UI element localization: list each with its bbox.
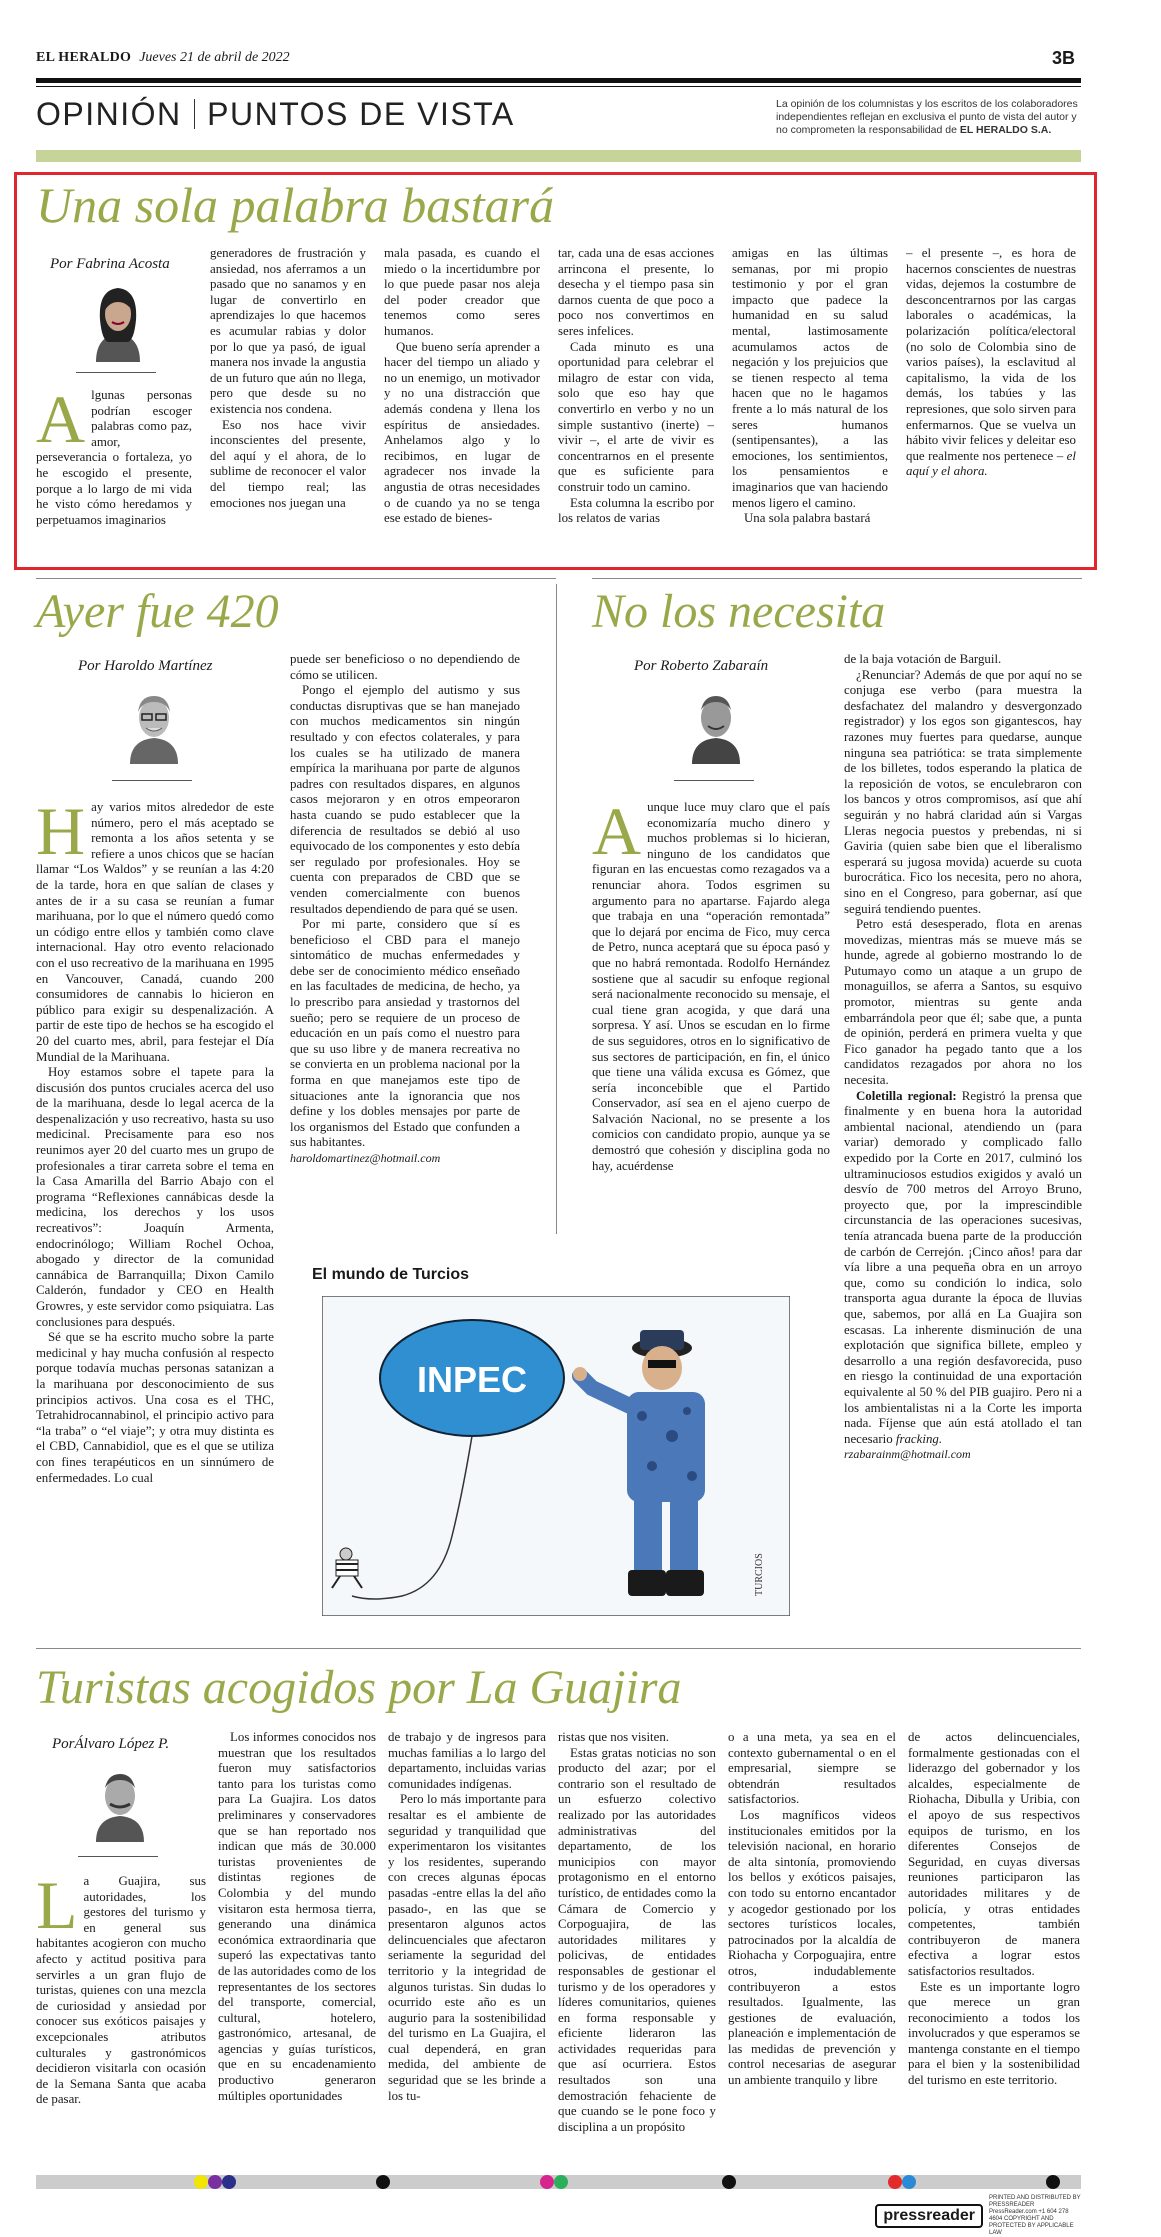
article2-dropcap: H xyxy=(36,800,86,869)
article2-byline: Por Haroldo Martínez xyxy=(78,658,213,674)
paragraph: unque luce muy claro que el país economizaría mucho dinero y muchos problemas si lo hicieran, ninguno de los candidatos que figuran en las encuestas como rezagados va a renunciar ahora. Todos esgrimen su argumento para no apartarse. Fajardo alega que trabaja en una “operación remontada” que lo dejará por encima de Fico, muy cerca de Petro, nunca aceptará que su época pasó y que no habrá remontada. Rodolfo Hernández sostiene que al sacudir su enfoque regional será nacionalmente reconocido su mensaje, el cual tiene gran acogida, y que dará una sorpresa. Y así. Unos se escudan en lo firme de sus seguidores, otros en lo significativo de sus sectores de participación, en fin, el único que tiene una válida excusa es Gómez, que sería inconcebible que el Partido Conservador, así sea en el ajeno cuerpo de Salvación Nacional, no se presente a los comicios con candidato propio, aunque ya se demostró que cohesión y disciplina goda no hay, acuérdense xyxy=(592,800,830,1173)
byline-divider xyxy=(112,780,192,781)
article1-column-3 xyxy=(384,246,540,560)
section-opinion: OPINIÓN xyxy=(36,96,182,132)
fracking-italic: fracking. xyxy=(895,1431,943,1446)
registration-dot xyxy=(554,2175,568,2189)
section-green-bar xyxy=(36,150,1081,162)
column-rule xyxy=(556,584,557,1234)
paragraph: Una sola palabra bastará xyxy=(744,511,871,526)
paragraph: – el presente –, es hora de hacernos conscientes de nuestras vidas, dejemos la costumbre de desconcentrarnos por las cargas laborales o académicas, la polarización política/electoral (no solo de Colombia sino de varios países), la esclavitud al capitalismo, la vida de los demás, los tabúes y las represiones, que solo sirven para enfermarnos. Que se vuelva un hábito vivir felices y deleitar eso que realmente nos pertenece xyxy=(906,246,1076,463)
paragraph: ristas que nos visiten. xyxy=(558,1730,669,1744)
pressreader-brand: pressreader xyxy=(875,2204,983,2228)
article4-dropcap: L xyxy=(36,1874,78,1943)
paragraph: Cada minuto es una oportunidad para celebrar el milagro de estar con vida, solo que eso hay que convertirlo en verbo y no un simple sustantivo (inerte) – vivir –, el arte de vivir es concentrarnos en el presente que es suficiente para construir todo un camino. xyxy=(558,339,714,494)
paragraph: de trabajo y de ingresos para muchas familias a lo largo del departamento, incluidas varias comunidades indígenas. xyxy=(388,1730,546,1791)
article1-column-2 xyxy=(210,246,366,560)
author-portrait-roberto xyxy=(684,682,748,764)
paragraph: tar, cada una de esas acciones arrincona el presente, lo desecha y el tiempo pasa sin darnos cuenta de que poco a poco nos convertimos en seres infelices. xyxy=(558,246,714,338)
article4-column-2 xyxy=(218,1730,376,2164)
article1-column-1 xyxy=(36,388,192,558)
registration-dot xyxy=(208,2175,222,2189)
page-number: 3B xyxy=(1051,48,1075,68)
article3-byline: Por Roberto Zabaraín xyxy=(634,658,769,674)
article4-column-5 xyxy=(728,1730,896,2164)
paragraph: de la baja votación de Barguil. xyxy=(844,652,1002,666)
paragraph: Estas gratas noticias no son producto del azar; por el contrario son el resultado de un esfuerzo colectivo realizado por las autoridades administrativas del departamento, de los municipios con mayor protagonismo en el entorno turístico, de entidades como la Cámara de Comercio y Corpoguajira, de las autoridades militares y policivas, de entidades responsables de gestionar el turismo y de los operadores y líderes comunitarios, quienes en forma responsable y eficiente lideraron las actividades requeridas para que así ocurriera. Estos resultados son una demostración fehaciente de que cuando se le pone foco y disciplina a un propósito xyxy=(558,1745,716,2134)
article3-dropcap: A xyxy=(592,800,642,869)
article2-headline: Ayer fue 420 xyxy=(36,585,279,638)
article1-column-5 xyxy=(732,246,888,560)
closing-italic: – el aquí y el ahora. xyxy=(906,448,1076,479)
article4-headline: Turistas acogidos por La Guajira xyxy=(36,1661,682,1714)
paragraph: Sé que se ha escrito mucho sobre la parte medicinal y hay mucha confusión al respecto porque todavía muchas personas satanizan a la marihuana por desconocimiento de sus principios activos. Una cosa es el THC, Tetrahidrocannabinol, el principio activo para “la traba” o “el viaje”; y otra muy distinta es el CBD, Cannabidiol, que es el que se utiliza con fines terapéuticos en un sinnúmero de enfermedades. Lo cual xyxy=(36,1330,274,1485)
registration-dot xyxy=(722,2175,736,2189)
article4-column-1 xyxy=(36,1874,206,2164)
registration-strip xyxy=(36,2175,1081,2189)
paragraph: Este es un importante logro que merece un gran reconocimiento a todos los involucrados y que esperamos se mantenga constante en el tiempo para el bien y la sostenibilidad del turismo en este territorio. xyxy=(908,1979,1080,2088)
paragraph: Pongo el ejemplo del autismo y sus conductas disruptivas que se han manejado con muchos medicamentos sin ningún resultado y con efectos colaterales, y para los cuales se ha utilizado de manera empírica la marihuana por parte de algunos padres con resultados dispares, en algunos casos mejoraron y en otros empeoraron hasta cuando se pudo establecer que la diferencia de resultados se debió al uso equivocado de los componentes y esto debía ser regulado por profesionales. Hoy se cuenta con preparados de CBD que se venden comercialmente con buenos resultados dependiendo de para qué se usen. xyxy=(290,683,520,916)
paragraph: Hoy estamos sobre el tapete para la discusión dos puntos cruciales acerca del uso de la marihuana, desde lo legal acerca de la despenalización y uso recreativo, hasta su uso medicinal. Precisamente para eso nos reunimos ayer 20 del cuarto mes un grupo de profesionales a tirar carreta sobre el tema en la Casa Amarilla del Barrio Abajo con el programa “Reflexiones cannábicas desde la medicina, los derechos y los usos recreativos”: Joaquín Armenta, endocrinólogo; William Rochel Ochoa, abogado y director de la comunidad cannábica de Barranquilla; Dixon Camilo Calderón, fundador y CEO en Health Growres, y este servidor como psiquiatra. Las conclusiones para después. xyxy=(36,1065,274,1329)
article1-column-4 xyxy=(558,246,714,560)
issue-date: Jueves 21 de abril de 2022 xyxy=(139,50,290,65)
article3-column-1 xyxy=(592,800,830,1360)
pressreader-logo xyxy=(875,2195,1081,2236)
author-portrait-fabrina xyxy=(86,280,150,362)
divider xyxy=(592,578,1082,579)
article1-column-6 xyxy=(906,246,1076,560)
author-portrait-haroldo xyxy=(122,682,186,764)
registration-dot xyxy=(222,2175,236,2189)
article1-byline: Por Fabrina Acosta xyxy=(50,256,170,272)
byline-divider xyxy=(76,372,156,373)
paragraph: mala pasada, es cuando el miedo o la incertidumbre por lo que puede pasar nos aleja del poder creador que tenemos como seres humanos. xyxy=(384,246,540,338)
byline-divider xyxy=(674,780,754,781)
cartoon-title: El mundo de Turcios xyxy=(312,1266,470,1283)
article1-dropcap: A xyxy=(36,388,86,457)
paragraph: ay varios mitos alrededor de este número, pero el más aceptado se remonta a los años setenta y se refiere a unos chicos que se hacían llamar “Los Waldos” y se reunían a las 4:20 de la tarde, hora en que salían de clases y antes de ir a su casa se reunían a fumar marihuana, por lo que el número quedó como un código entre ellos y también como clave internacional. Hay otro evento relacionado con el uso recreativo de la marihuana en 1995 en Vancouver, Canadá, cuando 200 consumidores de cannabis lo hicieron en público para exigir su despenalización. A partir de este tipo de hechos se ha escogido el 20 del cuarto mes, abril, para festejar el Día Mundial de la Marihuana. xyxy=(36,800,274,1064)
paragraph: de actos delincuenciales, formalmente gestionadas con el liderazgo del gobernador y los alcaldes, especialmente de Riohacha, Dibulla y Uribia, con el apoyo de sus respectivos equipos de turismo, en los diferentes Consejos de Seguridad, en cuyas diversas reuniones participaron las autoridades militares y de policía, y otras entidades competentes, también contribuyeron de manera efectiva a lograr estos satisfactorios resultados. xyxy=(908,1730,1080,1978)
masthead xyxy=(36,50,290,66)
paragraph: a Guajira, sus autoridades, los gestores del turismo y en general sus habitantes acogieron con mucho afecto y actitud positiva para servirles a un gran flujo de turistas, quienes con una mezcla de curiosidad y ansiedad por conocer sus exóticos paisajes y excepcionales atributos culturales y gastronómicos decidieron visitarla con ocasión de la Semana Santa que acaba de pasar. xyxy=(36,1874,206,2107)
article3-column-2 xyxy=(844,652,1082,1620)
article4-column-4 xyxy=(558,1730,716,2164)
paragraph: o a una meta, ya sea en el contexto gubernamental o en el empresarial, siempre se obtendrán resultados satisfactorios. xyxy=(728,1730,896,1807)
paragraph: Por mi parte, considero que sí es beneficioso el CBD para el manejo sintomático de muchas enfermedades y debe ser de conocimiento médico enseñado en las facultades de medicina, de hecho, ya lo prescribo para ansiedad y trastornos del sueño; pero se requiere de un proceso de educación en un país como el nuestro para que su uso libre y de manera recreativa no se convierta en un problema nacional por la forma en que manejamos este tipo de situaciones ante la ignorancia que nos define y los dobles mensajes por parte de los organismos del Estado que confunden a sus habitantes. xyxy=(290,917,520,1150)
paragraph: Pero lo más importante para resaltar es el ambiente de seguridad y tranquilidad que experimentaron los visitantes y los residentes, superando con creces algunas épocas pasadas -entre ellas la del año pasado-, en las que se presentaron algunos actos delincuenciales que afectaron seriamente la seguridad del territorio y la integridad de algunos turistas. Sin dudas lo ocurrido este año es un augurio para la sostenibilidad del turismo en La Guajira, el cual dependerá, en gran medida, del ambiente de seguridad que se les brinde a los tu- xyxy=(388,1792,546,2103)
article2-column-2 xyxy=(290,652,520,1238)
article3-headline: No los necesita xyxy=(592,585,886,638)
byline-divider xyxy=(78,1856,158,1857)
paragraph: generadores de frustración y ansiedad, nos aferramos a un pasado que no sanamos y en lugar de convertirlo en aprendizajes lo que hacemos es acumular rabias y dolor por lo que ya pasó, de igual manera nos invade la angustia de un futuro que aún no llega, pero que desde su no existencia nos condena. xyxy=(210,246,366,416)
article4-column-6 xyxy=(908,1730,1080,2164)
registration-dot xyxy=(902,2175,916,2189)
registration-dot xyxy=(540,2175,554,2189)
author-email: haroldomartinez@hotmail.com xyxy=(290,1151,441,1165)
registration-dot xyxy=(1046,2175,1060,2189)
disclaimer-text: La opinión de los columnistas y los escritos de los colaboradores independientes reflejan en exclusiva el punto de vista del autor y no comprometen la responsabilidad de xyxy=(776,98,1078,136)
article1-text: lgunas personas podrían escoger palabras como paz, amor, perseverancia o fortaleza, yo he escogido el presente, porque a lo largo de mi vida he visto cómo heredamos y perpetuamos imaginarios xyxy=(36,388,192,527)
section-puntos: PUNTOS DE VISTA xyxy=(207,96,515,132)
paragraph: Esta columna la escribo por los relatos de varias xyxy=(558,495,714,526)
paragraph: amigas en las últimas semanas, por mi propio testimonio y por el gran impacto que padece la humanidad en su salud mental, lastimosamente acumulamos actos de negación y los prejuicios que se tienen respecto al tema hacen que no le hagamos frente a lo más natural de los seres humanos (sentipensantes), a las emociones, los sentimientos, los pensamientos e imaginarios que van haciendo menos ligero el camino. xyxy=(732,246,888,510)
divider xyxy=(36,578,556,579)
section-divider xyxy=(194,99,196,129)
paragraph: puede ser beneficioso o no dependiendo de cómo se utilicen. xyxy=(290,652,520,682)
cartoonist-signature: TURCIOS xyxy=(754,1553,765,1596)
paragraph: Que bueno sería aprender a hacer del tiempo un aliado y no un enemigo, un motivador y no una distracción que además condena y llena los espíritus de ansiedades. Anhelamos algo y lo recibimos, en lugar de agradecer nos invade la angustia de otras necesidades o de cuando ya no se tenga ese estado de bienes- xyxy=(384,339,540,526)
balloon-label: INPEC xyxy=(416,1359,528,1400)
paragraph: ¿Renunciar? Además de que por aquí no se conjuga ese verbo (para muestra la desfachatez del malandro y desvergonzado registrador) y los egos son gigantescos, hay razones muy fuertes para quedarse, aunque ninguna sea patriótica: se trata simplemente de los billetes, todos esperando la platica de la reposición de votos, se enculebraron con los bancos y otros compromisos, así que ahí seguirán y no habrá claridad aún si Vargas Lleras negocia puestos y prebendas, ni si Gaviria (quien sabe bien que el liberalismo esperará su jugosa movida) acuerde su cuota burocrática. Fico los necesita, pero no ahora, sino en el Congreso, para gobernar, así que seguirá tendiendo puentes. xyxy=(844,667,1082,916)
divider xyxy=(36,1648,1081,1649)
section-title xyxy=(36,96,515,133)
author-email: rzabarainm@hotmail.com xyxy=(844,1447,971,1462)
pressreader-fineprint: PRINTED AND DISTRIBUTED BY PRESSREADER PressReader.com +1 604 278 4604 COPYRIGHT AND PROTECTED BY APPLICABLE LAW xyxy=(989,2195,1081,2236)
paragraph: Los informes conocidos nos muestran que los resultados fueron muy satisfactorios tanto para los turistas como para La Guajira. Los datos preliminares y conservadores que se han reportado nos indican que más de 30.000 turistas provenientes de distintas regiones de Colombia y del mundo visitaron esta hermosa tierra, generando una dinámica económica extraordinaria que superó las expectativas tanto de las autoridades como de los representantes de los sectores del transporte, comercial, cultural, hotelero, gastronómico, artesanal, de agencias y guías turísticos, que en su encadenamiento productivo generaron múltiples oportunidades xyxy=(218,1730,376,2103)
paragraph: Los magníficos videos institucionales emitidos por la televisión nacional, en horario de alta sintonía, promoviendo los bellos y exóticos paisajes, con todo su entorno encantador y acogedor gestionado por los sectores turísticos locales, patrocinados por la alcaldía de Riohacha y Corpoguajira, entre otros, indudablemente contribuyeron a estos resultados. Igualmente, las gestiones de evaluación, planeación e implementación de las medidas de prevención y control necesarias de asegurar un ambiente tranquilo y libre xyxy=(728,1807,896,2088)
header-rule-thin xyxy=(36,86,1081,87)
paragraph: Petro está desesperado, flota en arenas movedizas, mientras más se mueve más se hunde, agrede al gobierno mostrando lo de Putumayo como un ataque a un grupo de monaguillos, se aferra a Santos, su esquivo promotor, mientras su gente anda embarrándola peor que él; sabe que, a punta de opinión, perderá en primera vuelta y que Fico ganador ha pegado tanto que a los candidatos rezagados por ahora no los necesita. xyxy=(844,917,1082,1088)
disclaimer xyxy=(776,98,1081,137)
article4-column-3 xyxy=(388,1730,546,2164)
paragraph: Eso nos hace vivir inconscientes del presente, del aquí y el ahora, de lo sublime de reconocer el valor del tiempo real; las emociones nos juegan una xyxy=(210,417,366,510)
article1-headline: Una sola palabra bastará xyxy=(36,177,555,233)
registration-dot xyxy=(194,2175,208,2189)
registration-dot xyxy=(376,2175,390,2189)
author-portrait-alvaro xyxy=(88,1760,152,1842)
disclaimer-company: EL HERALDO S.A. xyxy=(959,124,1052,136)
newspaper-name: EL HERALDO xyxy=(36,50,132,65)
registration-dot xyxy=(888,2175,902,2189)
header-rule xyxy=(36,78,1081,83)
coletilla-label: Coletilla regional: xyxy=(856,1088,957,1103)
article4-byline: PorÁlvaro López P. xyxy=(52,1736,170,1752)
paragraph: Registró la prensa que finalmente y en buena hora la autoridad ambiental nacional, atendiendo un (para variar) demorado y complicado fallo expedido por la Corte en 2017, culminó los ultraminuciosos estudios exigidos y avaló un desvío de 700 metros del Arroyo Bruno, proyecto que, por la imprescindible circunstancia de las operaciones sucesivas, tenía atrancada buena parte de la producción de carbón de Cerrejón. ¡Cinco años! para dar vía libre a una pequeña obra en un arroyo que, como su condición lo indica, solo transporta agua durante la época de lluvias que, sabemos, por allá en La Guajira son escasas. La inherente disminución de una explotación que significa billete, empleo y desarrollo a una región desfavorecida, puso en riesgo la continuidad de una exportación equivalente al 50 % del PIB guajiro. Pero ni a los ambientalistas ni a la Corte les importa nada. Fíjense que aún está atollado el tan necesario xyxy=(844,1088,1082,1446)
article2-column-1 xyxy=(36,800,274,1620)
